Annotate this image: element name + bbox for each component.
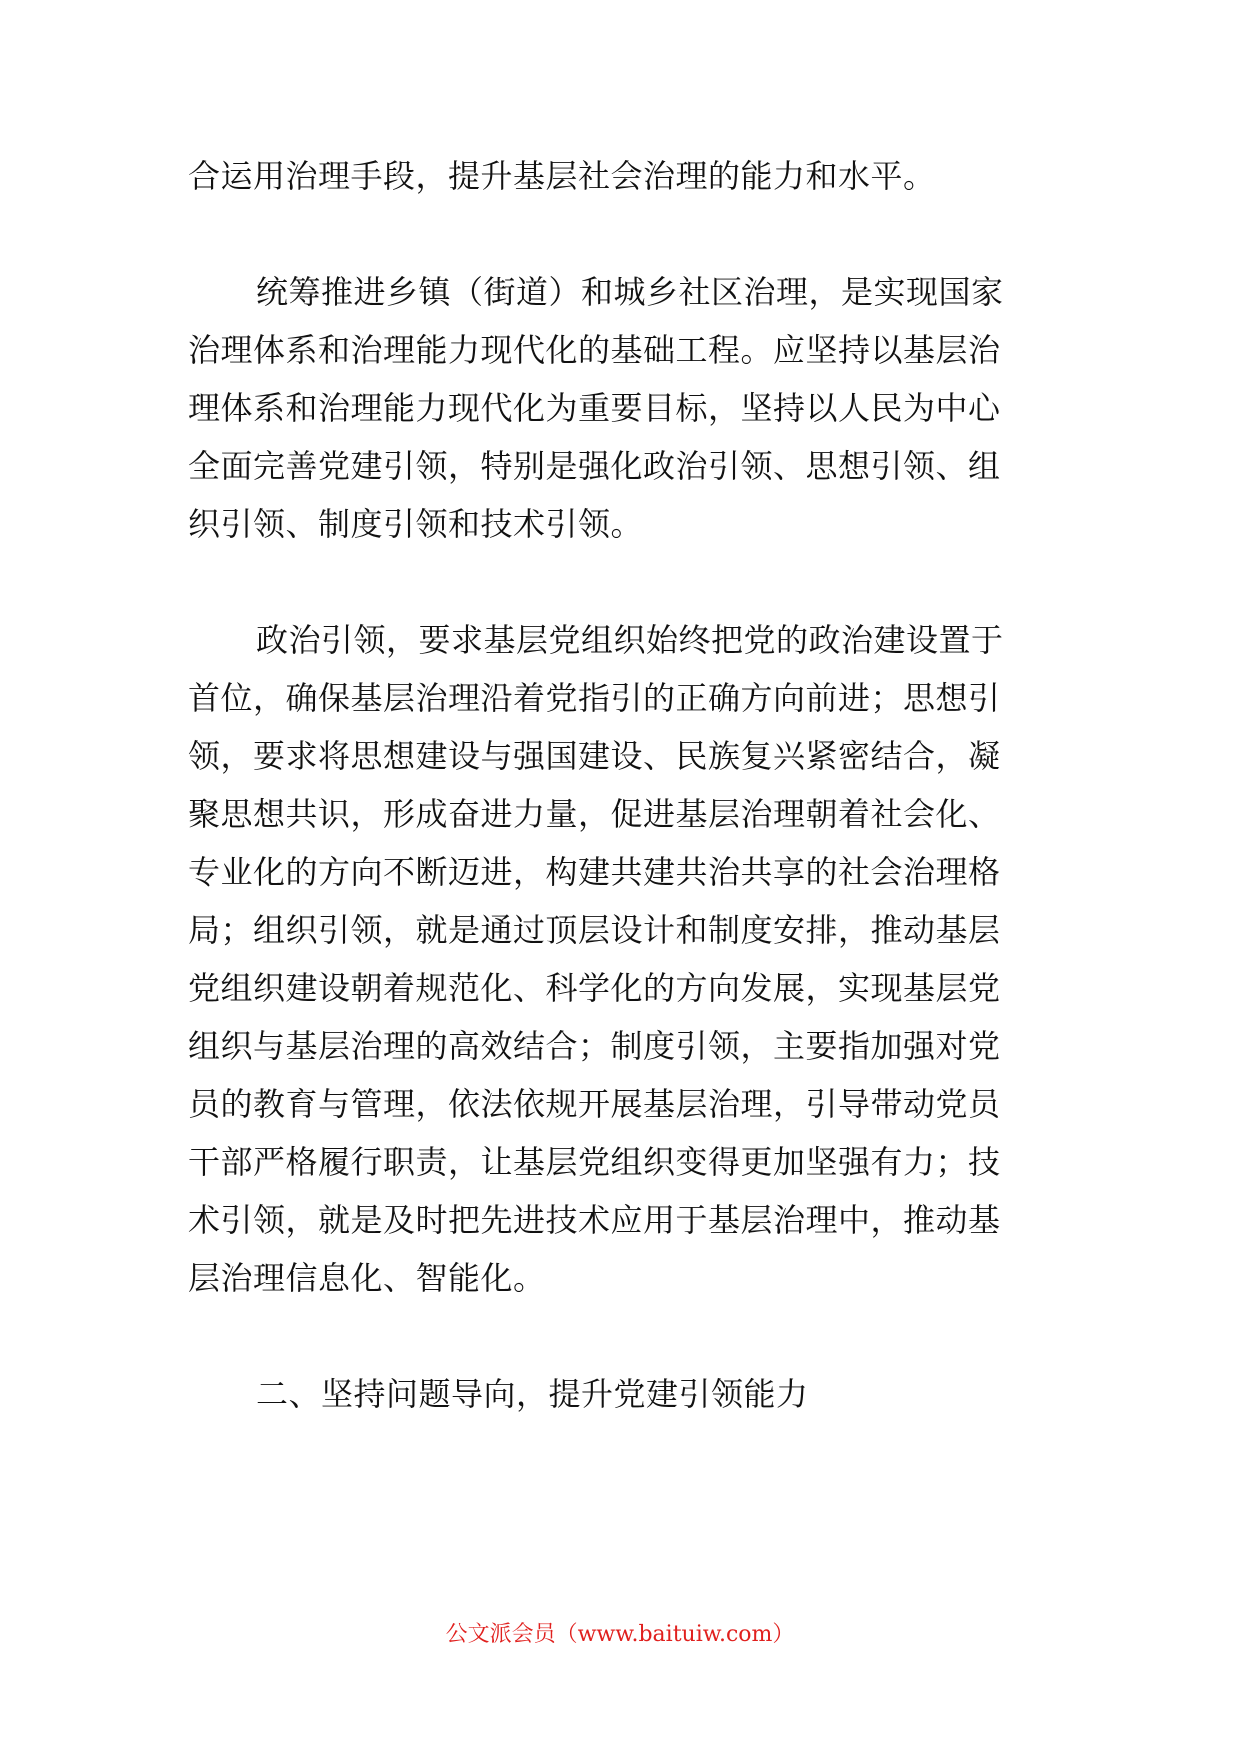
paragraph-3-line-2: 首位，确保基层治理沿着党指引的正确方向前进；思想引 <box>188 679 1001 717</box>
paragraph-2-line-3: 理体系和治理能力现代化为重要目标，坚持以人民为中心 <box>188 389 1001 427</box>
paragraph-1-line-1: 合运用治理手段，提升基层社会治理的能力和水平。 <box>188 157 936 195</box>
paragraph-3-line-1: 政治引领，要求基层党组织始终把党的政治建设置于 <box>256 621 1004 659</box>
paragraph-3-line-11: 术引领，就是及时把先进技术应用于基层治理中，推动基 <box>188 1201 1001 1239</box>
paragraph-2-line-2: 治理体系和治理能力现代化的基础工程。应坚持以基层治 <box>188 331 1001 369</box>
paragraph-3-line-8: 组织与基层治理的高效结合；制度引领，主要指加强对党 <box>188 1027 1001 1065</box>
paragraph-3-line-10: 干部严格履行职责，让基层党组织变得更加坚强有力；技 <box>188 1143 1001 1181</box>
paragraph-3-line-3: 领，要求将思想建设与强国建设、民族复兴紧密结合，凝 <box>188 737 1001 775</box>
paragraph-2-line-4: 全面完善党建引领，特别是强化政治引领、思想引领、组 <box>188 447 1001 485</box>
paragraph-3-line-4: 聚思想共识，形成奋进力量，促进基层治理朝着社会化、 <box>188 795 1001 833</box>
paragraph-3-line-7: 党组织建设朝着规范化、科学化的方向发展，实现基层党 <box>188 969 1001 1007</box>
paragraph-3-line-5: 专业化的方向不断迈进，构建共建共治共享的社会治理格 <box>188 853 1001 891</box>
footer-watermark: 公文派会员（www.baituiw.com） <box>445 1622 795 1647</box>
paragraph-2-line-1: 统筹推进乡镇（街道）和城乡社区治理，是实现国家 <box>256 273 1004 311</box>
paragraph-3-line-12: 层治理信息化、智能化。 <box>188 1259 546 1297</box>
paragraph-2-line-5: 织引领、制度引领和技术引领。 <box>188 505 644 543</box>
paragraph-3-line-6: 局；组织引领，就是通过顶层设计和制度安排，推动基层 <box>188 911 1001 949</box>
section-heading: 二、坚持问题导向，提升党建引领能力 <box>256 1375 809 1413</box>
paragraph-3-line-9: 员的教育与管理，依法依规开展基层治理，引导带动党员 <box>188 1085 1001 1123</box>
